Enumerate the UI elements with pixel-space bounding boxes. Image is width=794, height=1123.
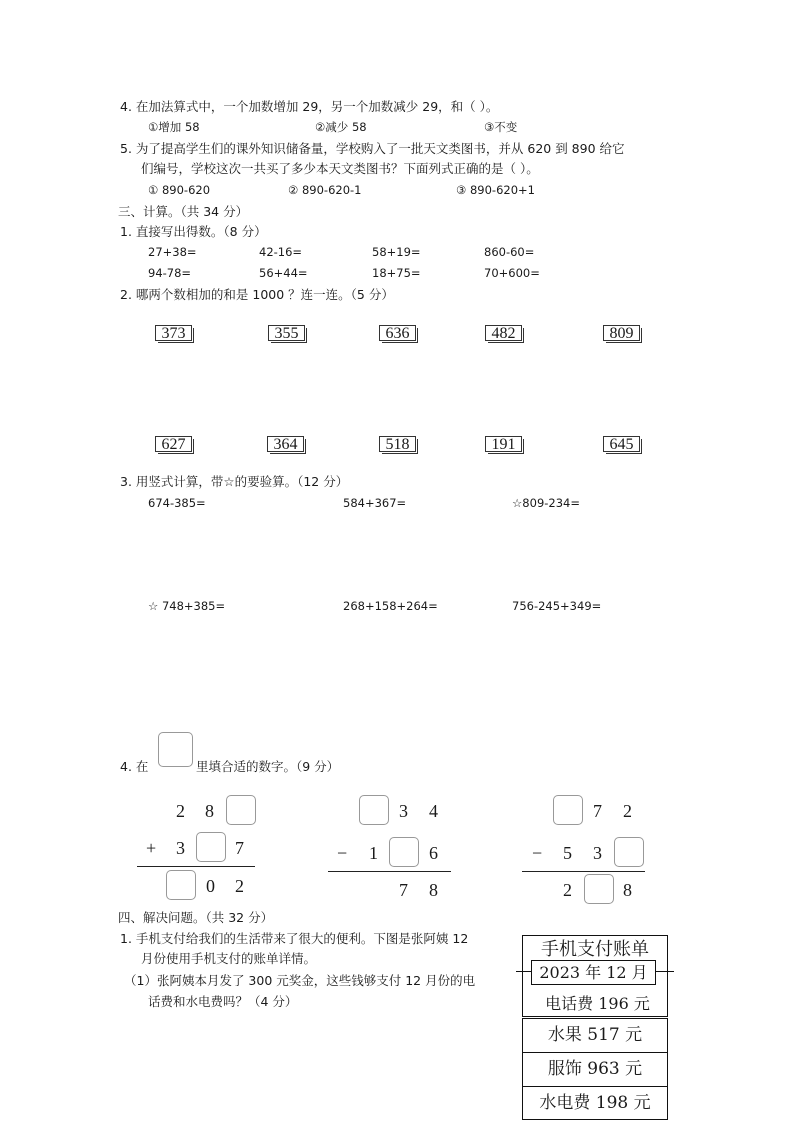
puzzle-digit: 3 xyxy=(176,838,185,858)
vertical-calc-item: 268+158+264= xyxy=(343,599,438,613)
s3-q1-title: 1. 直接写出得数。（8 分） xyxy=(120,224,267,239)
bill-item-fruit: 水果 517 元 xyxy=(522,1018,668,1053)
connect-number-bottom[interactable]: 627 xyxy=(155,436,192,452)
connect-number-bottom[interactable]: 518 xyxy=(379,436,416,452)
s4-q1-line-2: 月份使用手机支付的账单详情。 xyxy=(141,951,317,966)
puzzle-digit: 8 xyxy=(429,880,438,900)
s3-q2-title: 2. 哪两个数相加的和是 1000 ？连一连。（5 分） xyxy=(120,287,394,302)
puzzle-blank-box[interactable] xyxy=(166,870,196,900)
s4-q1-sub1-line-1: （1）张阿姨本月发了 300 元奖金，这些钱够支付 12 月份的电 xyxy=(124,973,476,988)
puzzle-digit: 7 xyxy=(399,880,408,900)
s3-q4-title-post: 里填合适的数字。（9 分） xyxy=(196,759,340,774)
mental-calc-item: 56+44= xyxy=(259,266,308,280)
puzzle-digit: 7 xyxy=(235,838,244,858)
puzzle-digit: 1 xyxy=(369,843,378,863)
puzzle-digit: 2 xyxy=(563,880,572,900)
puzzle-blank-box[interactable] xyxy=(584,874,614,904)
connect-number-bottom[interactable]: 645 xyxy=(603,436,640,452)
puzzle-rule xyxy=(328,871,451,872)
puzzle-blank-box[interactable] xyxy=(553,795,583,825)
puzzle-blank-box[interactable] xyxy=(226,795,256,825)
mental-calc-item: 94-78= xyxy=(148,266,192,280)
q4-option-3[interactable]: ③不变 xyxy=(484,120,518,134)
q5-option-1[interactable]: ① 890-620 xyxy=(148,183,211,197)
section-3-heading: 三、计算。（共 34 分） xyxy=(118,204,249,219)
mental-calc-item: 70+600= xyxy=(484,266,540,280)
connect-number-bottom[interactable]: 191 xyxy=(485,436,522,452)
puzzle-digit: 7 xyxy=(593,801,602,821)
question-4-text: 4. 在加法算式中，一个加数增加 29，另一个加数减少 29，和（ ）。 xyxy=(120,99,499,114)
vertical-calc-item: 584+367= xyxy=(343,496,407,510)
q4-option-2[interactable]: ②减少 58 xyxy=(315,120,367,134)
q5-option-3[interactable]: ③ 890-620+1 xyxy=(456,183,535,197)
bill-month: 2023 年 12 月 xyxy=(531,960,656,985)
s4-q1-sub1-line-2: 话费和水电费吗？（4 分） xyxy=(148,994,298,1009)
puzzle-digit: 2 xyxy=(176,801,185,821)
puzzle-digit: 2 xyxy=(623,801,632,821)
bill-item-phone: 电话费 196 元 xyxy=(545,994,650,1013)
puzzle-blank-box[interactable] xyxy=(196,832,226,862)
puzzle-digit: 6 xyxy=(429,843,438,863)
q5-option-2[interactable]: ② 890-620-1 xyxy=(288,183,362,197)
puzzle-rule xyxy=(137,866,255,867)
puzzle-digit: 3 xyxy=(593,843,602,863)
puzzle-digit: 4 xyxy=(429,801,438,821)
puzzle-blank-box[interactable] xyxy=(614,837,644,867)
puzzle-digit: 8 xyxy=(205,801,214,821)
s4-q1-line-1: 1. 手机支付给我们的生活带来了很大的便利。下图是张阿姨 12 xyxy=(120,931,469,946)
mental-calc-item: 18+75= xyxy=(372,266,421,280)
question-5-line-1: 5. 为了提高学生们的课外知识储备量，学校购入了一批天文类图书，并从 620 到 890 给它 xyxy=(120,141,625,156)
mental-calc-item: 42-16= xyxy=(259,245,303,259)
puzzle-operator: − xyxy=(532,843,543,863)
mental-calc-item: 58+19= xyxy=(372,245,421,259)
bill-title: 手机支付账单 xyxy=(541,939,649,960)
puzzle-blank-box[interactable] xyxy=(359,795,389,825)
s3-q4-title-pre: 4. 在 xyxy=(120,759,149,774)
sample-blank-box xyxy=(158,732,193,767)
puzzle-operator: + xyxy=(146,838,157,858)
puzzle-digit: 0 xyxy=(206,876,215,896)
connect-number-top[interactable]: 482 xyxy=(485,325,522,341)
vertical-calc-item: ☆809-234= xyxy=(512,496,580,510)
puzzle-rule xyxy=(522,871,645,872)
connect-number-top[interactable]: 355 xyxy=(268,325,305,341)
connect-number-top[interactable]: 636 xyxy=(379,325,416,341)
vertical-calc-item: 674-385= xyxy=(148,496,206,510)
bill-item-utilities: 水电费 198 元 xyxy=(522,1086,668,1120)
s3-q3-title: 3. 用竖式计算，带☆的要验算。（12 分） xyxy=(120,474,349,489)
connect-number-top[interactable]: 809 xyxy=(603,325,640,341)
puzzle-digit: 3 xyxy=(399,801,408,821)
connect-number-bottom[interactable]: 364 xyxy=(267,436,304,452)
puzzle-digit: 8 xyxy=(623,880,632,900)
section-4-heading: 四、解决问题。（共 32 分） xyxy=(118,910,274,925)
connect-number-top[interactable]: 373 xyxy=(155,325,192,341)
vertical-calc-item: 756-245+349= xyxy=(512,599,602,613)
puzzle-digit: 2 xyxy=(235,876,244,896)
puzzle-digit: 5 xyxy=(563,843,572,863)
vertical-calc-item: ☆ 748+385= xyxy=(148,599,226,613)
puzzle-blank-box[interactable] xyxy=(389,837,419,867)
q4-option-1[interactable]: ①增加 58 xyxy=(148,120,200,134)
bill-item-clothing: 服饰 963 元 xyxy=(522,1052,668,1087)
puzzle-operator: − xyxy=(337,843,348,863)
mental-calc-item: 27+38= xyxy=(148,245,197,259)
mental-calc-item: 860-60= xyxy=(484,245,535,259)
question-5-line-2: 们编号，学校这次一共买了多少本天文类图书？下面列式正确的是（ ）。 xyxy=(141,161,539,176)
